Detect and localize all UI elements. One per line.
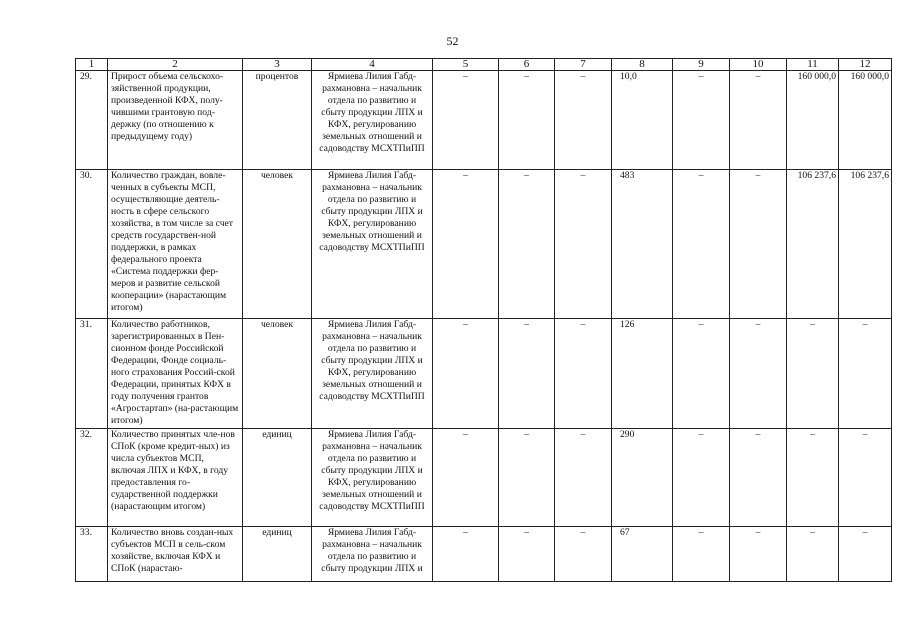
value-cell-7: – bbox=[555, 71, 612, 170]
value-cell-11: – bbox=[787, 319, 839, 429]
row-number: 31. bbox=[76, 319, 108, 429]
value-cell-5: – bbox=[433, 429, 499, 527]
responsible-cell: Ярмиева Лилия Габд-рахмановна – начальник отдела по развитию и сбыту продукции ЛПХ и КФХ, регулированию земельных отношений и садоводству МСХТПиПП bbox=[312, 170, 433, 319]
value-cell-9: – bbox=[673, 319, 730, 429]
col-header-10: 10 bbox=[730, 59, 787, 71]
table-row bbox=[76, 527, 892, 582]
value-cell-8: 10,0 bbox=[612, 71, 673, 170]
indicator-name: Количество граждан, вовле-ченных в субъекты МСП, осуществляющие деятель-ность в сфере сельского хозяйства, в том числе за счет средств государствен-ной поддержки, в рамках федерального проекта «Система поддержки фер-меров и развитие сельской кооперации» (нарастающим итогом) bbox=[108, 170, 243, 319]
col-header-6: 6 bbox=[499, 59, 555, 71]
value-cell-8: 67 bbox=[612, 527, 673, 582]
value-cell-9: – bbox=[673, 170, 730, 319]
value-cell-5: – bbox=[433, 319, 499, 429]
unit-cell: человек bbox=[243, 170, 312, 319]
value-cell-6: – bbox=[499, 527, 555, 582]
value-cell-8: 126 bbox=[612, 319, 673, 429]
value-cell-9: – bbox=[673, 429, 730, 527]
row-number: 30. bbox=[76, 170, 108, 319]
table-row bbox=[76, 429, 892, 527]
value-cell-12: 160 000,0 bbox=[839, 71, 892, 170]
value-cell-6: – bbox=[499, 170, 555, 319]
table-row bbox=[76, 71, 892, 170]
responsible-cell: Ярмиева Лилия Габд-рахмановна – начальник отдела по развитию и сбыту продукции ЛПХ и bbox=[312, 527, 433, 582]
value-cell-7: – bbox=[555, 527, 612, 582]
value-cell-12: 106 237,6 bbox=[839, 170, 892, 319]
col-header-7: 7 bbox=[555, 59, 612, 71]
col-header-1: 1 bbox=[76, 59, 108, 71]
value-cell-6: – bbox=[499, 71, 555, 170]
value-cell-5: – bbox=[433, 170, 499, 319]
value-cell-5: – bbox=[433, 527, 499, 582]
unit-cell: человек bbox=[243, 319, 312, 429]
unit-cell: единиц bbox=[243, 527, 312, 582]
value-cell-10: – bbox=[730, 170, 787, 319]
row-number: 33. bbox=[76, 527, 108, 582]
unit-cell: процентов bbox=[243, 71, 312, 170]
value-cell-10: – bbox=[730, 527, 787, 582]
value-cell-10: – bbox=[730, 71, 787, 170]
value-cell-6: – bbox=[499, 319, 555, 429]
col-header-9: 9 bbox=[673, 59, 730, 71]
col-header-8: 8 bbox=[612, 59, 673, 71]
indicator-name: Количество работников, зарегистрированных в Пен-сионном фонде Российской Федерации, Фонде социаль-ного страхования Россий-ской Федерации, принятых КФХ в году получения грантов «Агростартап» (на-растающим итогом) bbox=[108, 319, 243, 429]
indicators-table-wrapper bbox=[75, 58, 892, 582]
col-header-2: 2 bbox=[108, 59, 243, 71]
responsible-cell: Ярмиева Лилия Габд-рахмановна – начальник отдела по развитию и сбыту продукции ЛПХ и КФХ, регулированию земельных отношений и садоводству МСХТПиПП bbox=[312, 429, 433, 527]
value-cell-11: – bbox=[787, 527, 839, 582]
page-number: 52 bbox=[446, 34, 459, 48]
col-header-11: 11 bbox=[787, 59, 839, 71]
value-cell-8: 290 bbox=[612, 429, 673, 527]
value-cell-9: – bbox=[673, 71, 730, 170]
table-row bbox=[76, 319, 892, 429]
value-cell-6: – bbox=[499, 429, 555, 527]
indicators-table bbox=[75, 58, 892, 582]
value-cell-12: – bbox=[839, 527, 892, 582]
responsible-cell: Ярмиева Лилия Габд-рахмановна – начальник отдела по развитию и сбыту продукции ЛПХ и КФХ, регулированию земельных отношений и садоводству МСХТПиПП bbox=[312, 319, 433, 429]
value-cell-7: – bbox=[555, 170, 612, 319]
value-cell-10: – bbox=[730, 429, 787, 527]
value-cell-10: – bbox=[730, 319, 787, 429]
col-header-5: 5 bbox=[433, 59, 499, 71]
indicator-name: Количество вновь создан-ных субъектов МСП в сель-ском хозяйстве, включая КФХ и СПоК (нарастаю- bbox=[108, 527, 243, 582]
indicator-name: Прирост объема сельскохо-зяйственной продукции, произведенной КФХ, полу-чившими грантовую под-держку (по отношению к предыдущему году) bbox=[108, 71, 243, 170]
unit-cell: единиц bbox=[243, 429, 312, 527]
header-row bbox=[76, 59, 892, 71]
value-cell-12: – bbox=[839, 429, 892, 527]
value-cell-11: – bbox=[787, 429, 839, 527]
value-cell-5: – bbox=[433, 71, 499, 170]
col-header-4: 4 bbox=[312, 59, 433, 71]
row-number: 32. bbox=[76, 429, 108, 527]
value-cell-11: 106 237,6 bbox=[787, 170, 839, 319]
col-header-3: 3 bbox=[243, 59, 312, 71]
value-cell-12: – bbox=[839, 319, 892, 429]
value-cell-8: 483 bbox=[612, 170, 673, 319]
responsible-cell: Ярмиева Лилия Габд-рахмановна – начальник отдела по развитию и сбыту продукции ЛПХ и КФХ, регулированию земельных отношений и садоводству МСХТПиПП bbox=[312, 71, 433, 170]
value-cell-7: – bbox=[555, 429, 612, 527]
row-number: 29. bbox=[76, 71, 108, 170]
value-cell-11: 160 000,0 bbox=[787, 71, 839, 170]
col-header-12: 12 bbox=[839, 59, 892, 71]
indicator-name: Количество принятых чле-нов СПоК (кроме кредит-ных) из числа субъектов МСП, включая ЛПХ и КФХ, в году предоставления го-сударственной поддержки (нарастающим итогом) bbox=[108, 429, 243, 527]
table-row bbox=[76, 170, 892, 319]
value-cell-9: – bbox=[673, 527, 730, 582]
value-cell-7: – bbox=[555, 319, 612, 429]
